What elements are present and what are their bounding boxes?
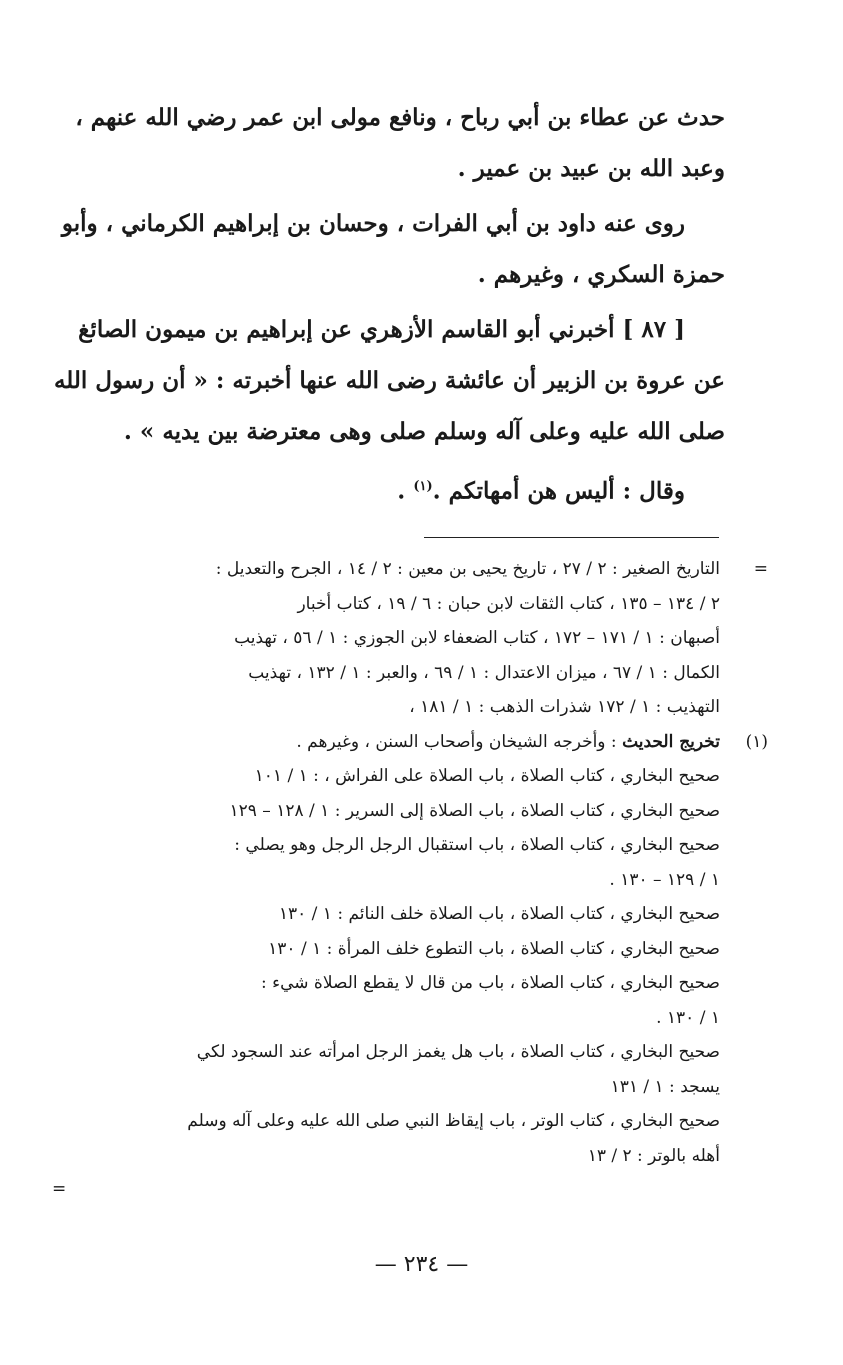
footnote-line: صحيح البخاري ، كتاب الصلاة ، باب من قال لا يقطع الصلاة شيء : <box>260 973 720 993</box>
paragraph-4 <box>120 461 725 517</box>
footnote-line <box>52 725 768 760</box>
paragraph-1 <box>75 92 725 194</box>
footnote-line <box>52 1172 66 1207</box>
text-line: [ ٨٧ ] أخبرني أبو القاسم الأزهري عن إبراهيم بن ميمون الصائغ <box>78 316 685 343</box>
page-number <box>0 1252 843 1277</box>
text-line: عن عروة بن الزبير أن عائشة رضى الله عنها أخبرته : « أن رسول الله <box>53 367 725 394</box>
footnote-line: الكمال : ١ / ٦٧ ، ميزان الاعتدال : ١ / ٦٩ ، والعبر : ١ / ١٣٢ ، تهذيب <box>248 662 720 683</box>
continuation-marker: = <box>753 559 768 579</box>
footnotes <box>52 552 768 1199</box>
footnote-line: صحيح البخاري ، كتاب الصلاة ، باب التطوع خلف المرأة : ١ / ١٣٠ <box>268 938 720 959</box>
footnote-line: أصبهان : ١ / ١٧١ – ١٧٢ ، كتاب الضعفاء لابن الجوزي : ١ / ٥٦ ، تهذيب <box>234 628 720 648</box>
footnote-line: يسجد : ١ / ١٣١ <box>610 1076 720 1097</box>
footnote-line: صحيح البخاري ، كتاب الصلاة ، باب هل يغمز الرجل امرأته عند السجود لكي <box>196 1042 720 1062</box>
footnote-text: : وأخرجه الشيخان وأصحاب السنن ، وغيرهم . <box>296 731 623 752</box>
footnote-heading: تخريج الحديث <box>622 731 720 752</box>
footnote-text: أهله بالوتر : ٢ / ١٣ <box>587 1145 720 1166</box>
footnote-line: ١ / ١٢٩ – ١٣٠ . <box>609 869 720 890</box>
text-segment: . <box>397 477 414 505</box>
main-text <box>53 92 725 521</box>
paragraph-2 <box>61 198 725 300</box>
footnote-line: صحيح البخاري ، كتاب الصلاة ، باب استقبال الرجل الرجل وهو يصلي : <box>234 835 720 855</box>
page-number-text: — ٢٣٤ — <box>374 1252 469 1277</box>
footnote-text: التاريخ الصغير : ٢ / ٢٧ ، تاريخ يحيى بن معين : ٢ / ١٤ ، الجرح والتعديل : <box>215 559 720 579</box>
text-segment: وقال : أليس هن أمهاتكم . <box>432 477 685 505</box>
paragraph-3 <box>53 304 725 457</box>
footnote-line <box>52 552 768 587</box>
footnote-line: صحيح البخاري ، كتاب الصلاة ، باب الصلاة على الفراش ، : ١ / ١٠١ <box>254 766 720 786</box>
footnote-line: صحيح البخاري ، كتاب الوتر ، باب إيقاظ النبي صلى الله عليه وعلى آله وسلم <box>187 1111 720 1131</box>
footnote-reference: (١) <box>413 479 433 494</box>
footnote-number: (١) <box>745 731 768 752</box>
footnote-line: ٢ / ١٣٤ – ١٣٥ ، كتاب الثقات لابن حبان : ٦ / ١٩ ، كتاب أخبار <box>297 593 720 614</box>
footnote-line: صحيح البخاري ، كتاب الصلاة ، باب الصلاة إلى السرير : ١ / ١٢٨ – ١٢٩ <box>229 800 720 821</box>
end-marker: = <box>52 1179 67 1199</box>
footnote-line: التهذيب : ١ / ١٧٢ شذرات الذهب : ١ / ١٨١ ، <box>409 697 720 717</box>
text-line: صلى الله عليه وعلى آله وسلم صلى وهى معترضة بين يديه » . <box>123 418 725 445</box>
footnote-separator <box>424 537 719 538</box>
footnote-line: ١ / ١٣٠ . <box>656 1007 720 1028</box>
text-line: حدث عن عطاء بن أبي رباح ، ونافع مولى ابن عمر رضي الله عنهم ، <box>75 104 725 131</box>
text-line: حمزة السكري ، وغيرهم . <box>477 261 725 288</box>
text-line <box>120 461 725 517</box>
footnote-line: صحيح البخاري ، كتاب الصلاة ، باب الصلاة خلف النائم : ١ / ١٣٠ <box>278 904 720 924</box>
text-line: روى عنه داود بن أبي الفرات ، وحسان بن إبراهيم الكرماني ، وأبو <box>61 210 685 237</box>
text-line: وعبد الله بن عبيد بن عمير . <box>457 155 725 182</box>
footnote-line <box>52 1139 720 1174</box>
